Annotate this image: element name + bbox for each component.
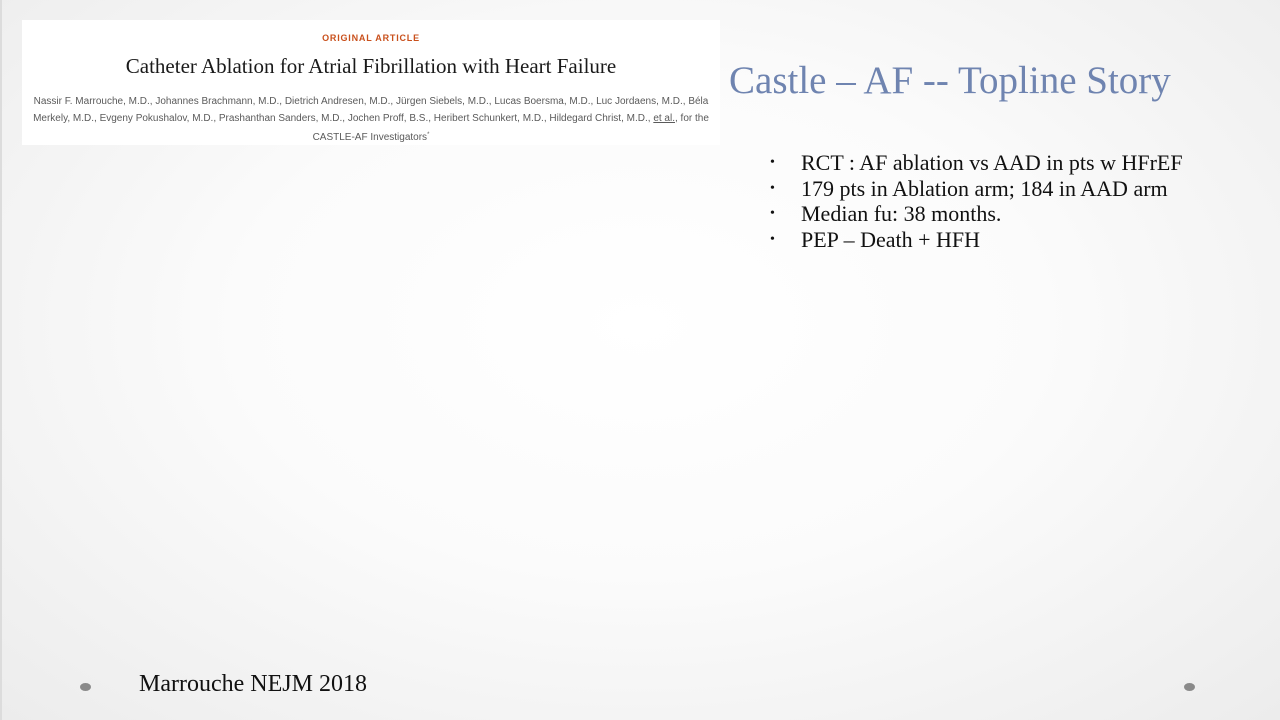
article-title: Catheter Ablation for Atrial Fibrillation with Heart Failure xyxy=(125,54,617,78)
bullet-dot-icon: • xyxy=(770,206,775,221)
bullet-list xyxy=(770,150,1183,252)
slide-left-edge xyxy=(0,0,2,720)
bullet-dot-icon: • xyxy=(770,180,775,196)
bullet-dot-icon: • xyxy=(770,155,775,170)
bullet-dot-icon: • xyxy=(770,231,775,247)
authors-line-2 xyxy=(26,111,716,128)
bullet-text: Median fu: 38 months. xyxy=(801,201,1002,226)
bullet-text: 179 pts in Ablation arm; 184 in AAD arm xyxy=(801,175,1168,201)
slide-title: Castle – AF -- Topline Story xyxy=(729,59,1171,102)
authors-line-3-text: CASTLE-AF Investigators xyxy=(312,132,428,143)
et-al-link[interactable]: et al. xyxy=(653,112,675,124)
article-label: ORIGINAL ARTICLE xyxy=(322,33,420,43)
bullet-text: PEP – Death + HFH xyxy=(801,226,981,252)
footer-dot-right-icon xyxy=(1184,683,1195,691)
article-header-image xyxy=(22,20,720,145)
authors-footnote-marker: * xyxy=(427,132,430,138)
footer-citation: Marrouche NEJM 2018 xyxy=(139,671,367,697)
bullet-item xyxy=(770,227,1183,253)
authors-line-1: Nassir F. Marrouche, M.D., Johannes Brachmann, M.D., Dietrich Andresen, M.D., Jürgen Siebels, M.D., Lucas Boersma, M.D., Luc Jordaens, M.D., Béla xyxy=(33,96,709,107)
bullet-item xyxy=(770,150,1183,176)
bullet-item xyxy=(770,201,1183,227)
article-authors xyxy=(26,94,716,147)
authors-line-2-text: Merkely, M.D., Evgeny Pokushalov, M.D., Prashanthan Sanders, M.D., Jochen Proff, B.S., Heribert Schunkert, M.D., Hildegard Christ, M.D., xyxy=(33,112,651,124)
footer-dot-left-icon xyxy=(80,683,91,691)
authors-line-2-suffix: , for the xyxy=(675,112,709,124)
bullet-text: RCT : AF ablation vs AAD in pts w HFrEF xyxy=(801,150,1183,175)
authors-line-3 xyxy=(26,127,716,147)
bullet-item xyxy=(770,176,1183,202)
